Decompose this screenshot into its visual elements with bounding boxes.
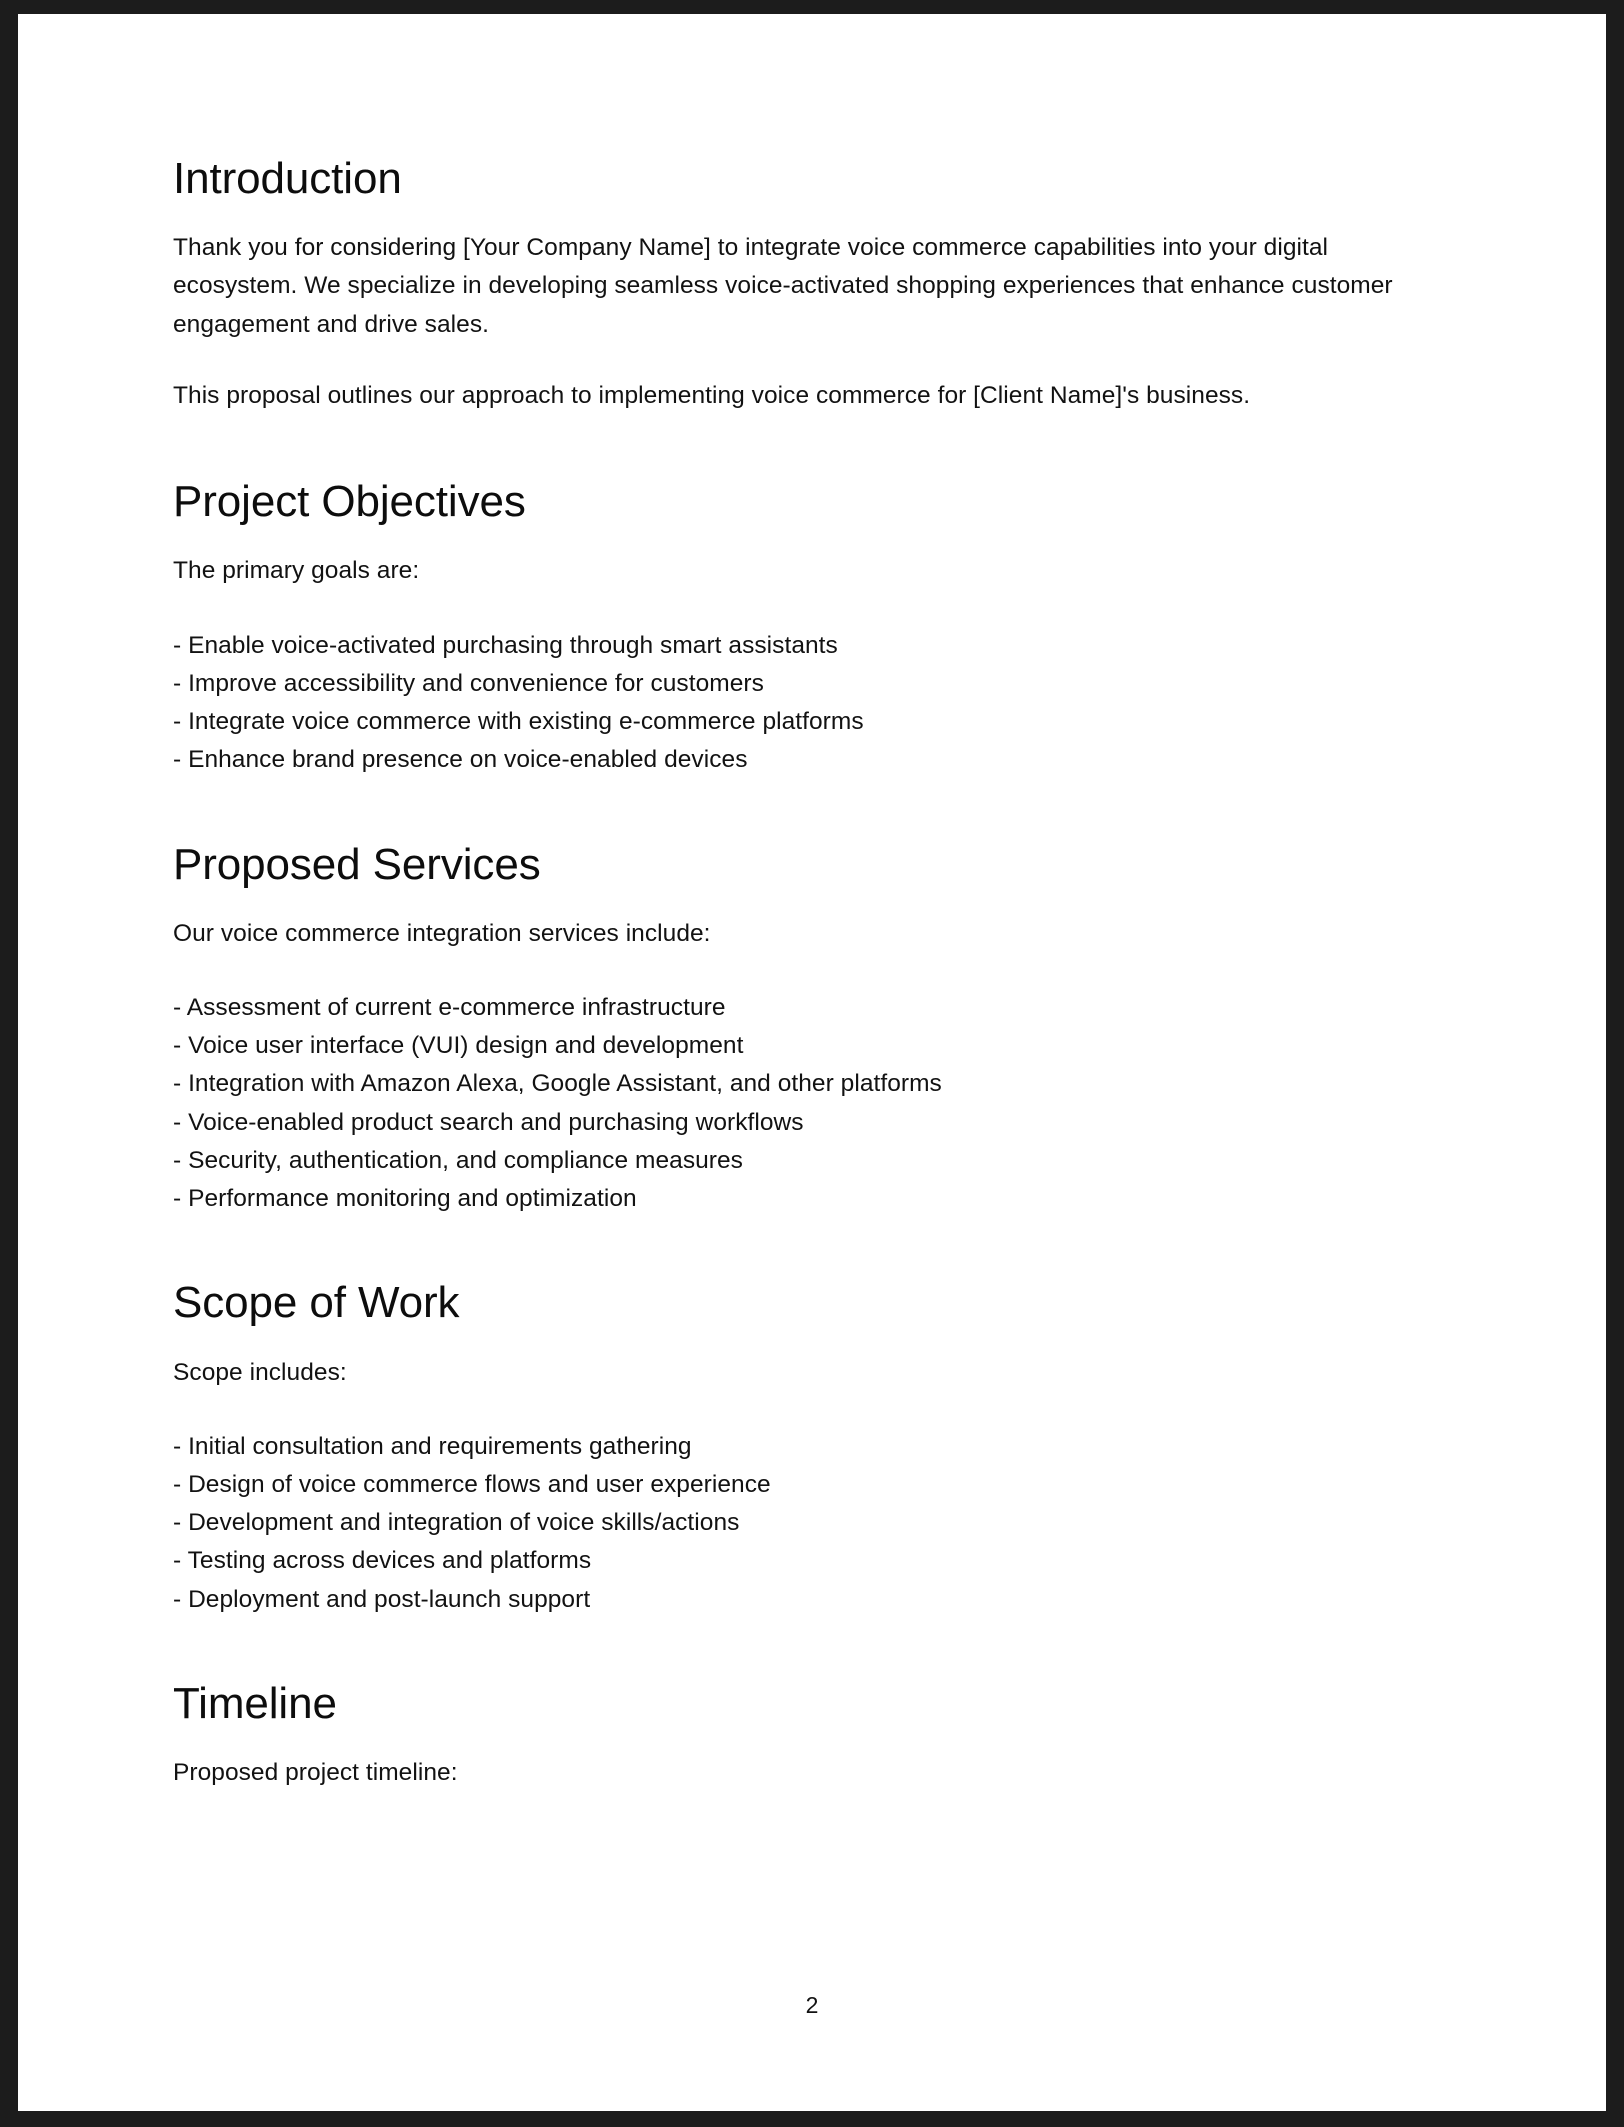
list-item: - Voice user interface (VUI) design and development — [173, 1032, 744, 1060]
spacer — [173, 203, 1418, 229]
paragraph-proposed-services-intro: Our voice commerce integration services include: — [173, 919, 711, 947]
list-item: - Assessment of current e-commerce infrastructure — [173, 993, 726, 1021]
list-item: - Enable voice-activated purchasing through smart assistants — [173, 631, 838, 659]
spacer — [173, 1392, 1418, 1428]
list-item: - Initial consultation and requirements gathering — [173, 1432, 692, 1460]
paragraph-project-objectives-intro: The primary goals are: — [173, 557, 420, 585]
spacer — [173, 889, 1418, 915]
paragraph-introduction-2: This proposal outlines our approach to implementing voice commerce for [Client Name]'s business. — [173, 381, 1251, 409]
paragraph-scope-of-work-intro: Scope includes: — [173, 1358, 347, 1386]
heading-introduction: Introduction — [173, 154, 402, 203]
list-item: - Deployment and post-launch support — [173, 1585, 591, 1613]
page-number: 2 — [805, 1992, 819, 2018]
spacer — [173, 526, 1418, 552]
list-item: - Design of voice commerce flows and user experience — [173, 1471, 771, 1498]
paragraph-introduction-1: Thank you for considering [Your Company Name] to integrate voice commerce capabilities into your digital ecosystem. We specialize in developing seamless voice-activated shopping experiences that enhance customer engagement and drive sales. — [173, 234, 1393, 338]
list-proposed-services — [173, 989, 1418, 1218]
list-item: - Voice-enabled product search and purchasing workflows — [173, 1108, 804, 1136]
list-item: - Integrate voice commerce with existing e-commerce platforms — [173, 708, 864, 736]
paragraph-timeline-intro: Proposed project timeline: — [173, 1759, 458, 1787]
list-item: - Performance monitoring and optimization — [173, 1185, 637, 1213]
page-sheet — [18, 14, 1606, 2111]
spacer — [173, 1728, 1418, 1754]
heading-timeline: Timeline — [173, 1678, 337, 1728]
heading-scope-of-work: Scope of Work — [173, 1278, 460, 1328]
list-scope-of-work — [173, 1428, 1418, 1619]
heading-project-objectives: Project Objectives — [173, 477, 526, 527]
list-item: - Improve accessibility and convenience for customers — [173, 669, 764, 697]
document-content — [173, 154, 1418, 1792]
list-item: - Enhance brand presence on voice-enabled devices — [173, 746, 748, 774]
list-item: - Integration with Amazon Alexa, Google Assistant, and other platforms — [173, 1070, 942, 1098]
spacer — [173, 1328, 1418, 1354]
spacer — [173, 953, 1418, 989]
spacer — [173, 344, 1418, 377]
list-item: - Testing across devices and platforms — [173, 1547, 592, 1575]
list-item: - Development and integration of voice skills/actions — [173, 1509, 740, 1537]
spacer — [173, 591, 1418, 627]
heading-proposed-services: Proposed Services — [173, 839, 541, 889]
list-item: - Security, authentication, and compliance measures — [173, 1146, 743, 1174]
list-project-objectives — [173, 627, 1418, 780]
